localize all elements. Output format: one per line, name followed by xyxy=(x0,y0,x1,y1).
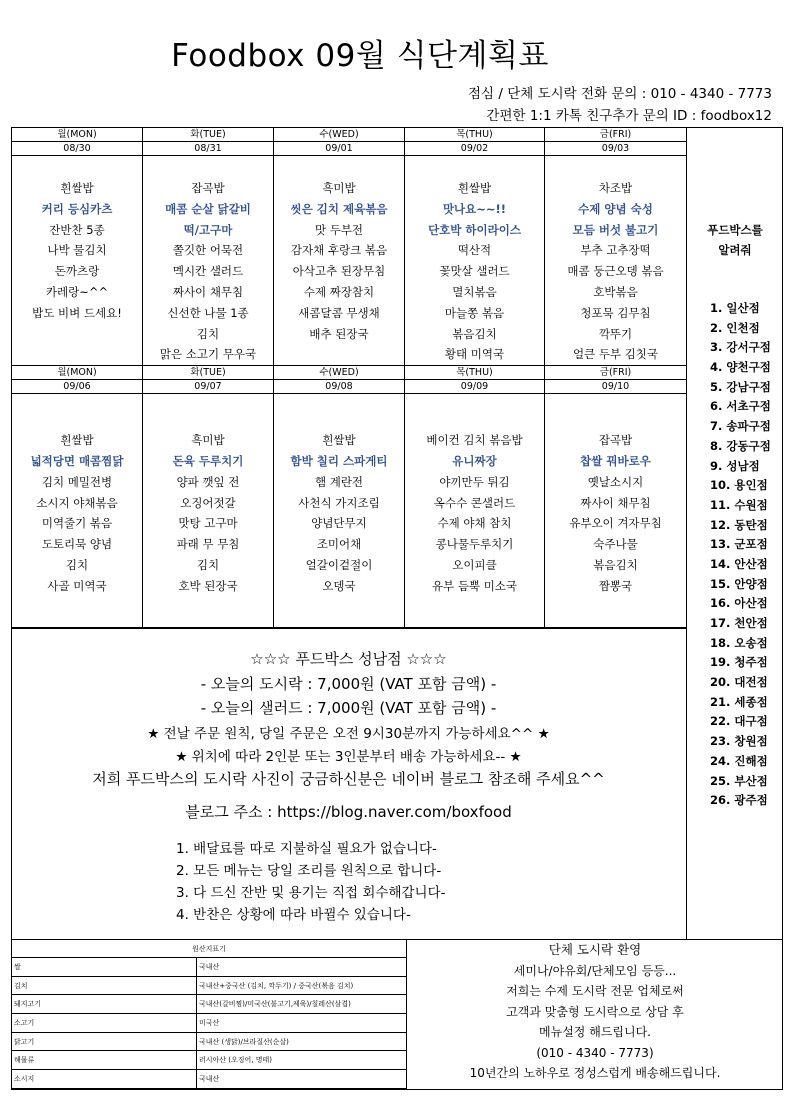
menu-item: 돈까츠랑 xyxy=(54,264,100,279)
day-header: 목(THU) xyxy=(405,128,545,142)
menu-item: 나박 물김치 xyxy=(47,243,107,258)
rule-item: 3. 다 드신 잔반 및 용기는 직접 회수해갑니다- xyxy=(176,885,446,901)
menu-item: 깍뚜기 xyxy=(598,326,633,341)
menu-item: 잡곡밥 xyxy=(598,433,633,448)
menu-cell xyxy=(143,156,274,366)
menu-item: 햄 계란전 xyxy=(314,474,364,489)
week2-menu-row xyxy=(12,394,687,628)
menu-cell xyxy=(143,394,274,628)
day-header: 목(THU) xyxy=(405,366,545,380)
day-header: 수(WED) xyxy=(274,128,405,142)
group-order-phone: (010 - 4340 - 7773) xyxy=(536,1045,654,1060)
date-cell: 09/10 xyxy=(545,380,687,394)
menu-item: 오징어젓갈 xyxy=(180,495,236,510)
origin-row xyxy=(12,1070,407,1089)
menu-item: 아삭고추 된장무침 xyxy=(292,264,386,279)
menu-item: 쫄깃한 어묵전 xyxy=(172,243,244,258)
week2-day-row xyxy=(12,366,687,380)
menu-item: 호박 된장국 xyxy=(178,578,238,593)
menu-item: 조미어채 xyxy=(316,537,362,552)
origin-row xyxy=(12,1051,407,1070)
origin-table xyxy=(11,939,407,1089)
origin-country: 미국산 xyxy=(197,1014,407,1033)
group-order-line: 세미나/야유회/단체모임 등등... xyxy=(513,963,677,978)
origin-row xyxy=(12,958,407,977)
week2-date-row xyxy=(12,380,687,394)
branch-item: 7. 송파구점 xyxy=(710,419,771,434)
main-dish: 매콤 순살 닭갈비 xyxy=(165,201,251,216)
menu-cell xyxy=(545,156,687,366)
menu-item: 오뎅국 xyxy=(322,578,356,593)
menu-item: 유부 듬뿍 미소국 xyxy=(431,578,518,593)
menu-item: 얼큰 두부 김칫국 xyxy=(572,347,659,362)
origin-item: 김치 xyxy=(12,976,197,995)
branch-item: 5. 강남구점 xyxy=(710,379,771,394)
menu-table xyxy=(11,127,687,628)
sidebar-title xyxy=(687,220,783,260)
menu-item: 카레랑~^^ xyxy=(45,284,109,299)
menu-cell xyxy=(12,394,143,628)
origin-country: 국내산 (생닭)/브라질산(순살) xyxy=(197,1032,407,1051)
date-cell: 09/09 xyxy=(405,380,545,394)
branch-item: 26. 광주점 xyxy=(710,793,768,808)
origin-title: 원산지표기 xyxy=(12,940,407,958)
group-order-line: 메뉴설정 해드립니다. xyxy=(539,1025,651,1039)
menu-item: 오이피클 xyxy=(452,557,497,572)
menu-item: 옛날소시지 xyxy=(587,474,644,489)
menu-item: 새콤달콤 무생채 xyxy=(298,305,380,320)
branch-item: 15. 안양점 xyxy=(710,576,768,591)
branch-item: 20. 대전점 xyxy=(710,675,768,690)
menu-cell xyxy=(12,156,143,366)
menu-item: 꽃맛살 샐러드 xyxy=(439,264,510,279)
menu-item: 멸치볶음 xyxy=(452,284,497,299)
branch-item: 11. 수원점 xyxy=(710,497,768,512)
menu-item: 잡곡밥 xyxy=(191,181,225,195)
origin-item: 쌀 xyxy=(12,958,197,977)
main-dish: 유니짜장 xyxy=(452,453,497,468)
origin-country: 러시아산 (오징어, 명태) xyxy=(197,1051,407,1070)
day-header: 월(MON) xyxy=(12,128,143,142)
main-dish: 함박 칠리 스파게티 xyxy=(290,453,388,468)
main-dish: 맛나요~~!! xyxy=(442,201,507,216)
branch-item: 24. 진해점 xyxy=(710,753,768,768)
menu-item: 야끼만두 튀김 xyxy=(439,474,510,489)
day-header: 화(TUE) xyxy=(143,366,274,380)
sidebar-title-line1: 푸드박스를 xyxy=(707,223,763,237)
main-dish: 단호박 하이라이스 xyxy=(428,222,521,237)
notice-section xyxy=(11,628,686,939)
branch-item: 2. 인천점 xyxy=(710,320,760,335)
menu-item: 수제 야채 참치 xyxy=(437,516,512,531)
menu-item: 흰쌀밥 xyxy=(457,181,492,195)
branch-item: 3. 강서구점 xyxy=(710,340,771,355)
branch-item: 22. 대구점 xyxy=(710,714,768,729)
menu-item: 사골 미역국 xyxy=(47,578,107,593)
branch-list xyxy=(687,299,783,811)
group-order-box xyxy=(406,939,783,1090)
branch-item: 25. 부산점 xyxy=(710,773,768,788)
group-order-title: 단체 도시락 환영 xyxy=(548,942,642,957)
menu-item: 신선한 나물 1종 xyxy=(167,305,249,320)
branch-item: 23. 창원점 xyxy=(710,734,768,749)
order-rule: ★ 전날 주문 원칙, 당일 주문은 오전 9시30분까지 가능하세요^^ ★ xyxy=(147,726,550,742)
menu-item: 콩나물두루치기 xyxy=(435,537,514,552)
origin-country: 국내산 xyxy=(197,1070,407,1089)
blog-notice: 저희 푸드박스의 도시락 사진이 궁금하신분은 네이버 블로그 참조해 주세요^^ xyxy=(92,770,605,788)
menu-item: 흰쌀밥 xyxy=(60,181,94,195)
menu-item: 호박볶음 xyxy=(593,284,638,299)
date-cell: 08/30 xyxy=(12,142,143,156)
origin-item: 소시지 xyxy=(12,1070,197,1089)
menu-item: 도토리묵 양념 xyxy=(41,537,113,552)
date-cell: 09/01 xyxy=(274,142,405,156)
menu-item: 볶음김치 xyxy=(593,557,638,572)
menu-item: 맑은 소고기 무우국 xyxy=(159,347,257,362)
date-cell: 09/03 xyxy=(545,142,687,156)
menu-item: 양념단무지 xyxy=(311,516,367,531)
contact-phone-line: 점심 / 단체 도시락 전화 문의 : 010 - 4340 - 7773 xyxy=(468,86,772,102)
origin-country: 국내산 xyxy=(197,958,407,977)
menu-item: 짜사이 채무침 xyxy=(172,284,244,299)
menu-item: 청포묵 김무침 xyxy=(580,305,651,320)
menu-cell xyxy=(405,156,545,366)
menu-cell xyxy=(545,394,687,628)
group-order-line: 고객과 맞춤형 도시락으로 상담 후 xyxy=(506,1004,684,1019)
main-dish: 찹쌀 꿔바로우 xyxy=(580,453,651,468)
branch-item: 18. 오송점 xyxy=(710,635,768,650)
menu-item: 짜사이 채무침 xyxy=(580,495,651,510)
lunchbox-price: - 오늘의 도시락 : 7,000원 (VAT 포함 금액) - xyxy=(200,675,497,693)
menu-cell xyxy=(274,394,405,628)
delivery-rule: ★ 위치에 따라 2인분 또는 3인분부터 배송 가능하세요-- ★ xyxy=(175,749,522,765)
week1-date-row xyxy=(12,142,687,156)
origin-item: 돼지고기 xyxy=(12,995,197,1014)
origin-country: 국내산+중국산 (김치, 깍두기) / 중국산(볶음 김치) xyxy=(197,976,407,995)
main-dish: 돈육 두루치기 xyxy=(172,453,244,468)
menu-item: 양파 깻잎 전 xyxy=(176,474,240,489)
rules-list xyxy=(176,838,446,926)
origin-item: 닭고기 xyxy=(12,1032,197,1051)
branch-item: 17. 천안점 xyxy=(710,616,768,630)
menu-item: 김치 메밀전병 xyxy=(41,474,113,489)
menu-item: 차조밥 xyxy=(598,181,633,195)
rule-item: 1. 배달료를 따로 지불하실 필요가 없습니다- xyxy=(176,841,437,857)
main-dish: 커리 등심카츠 xyxy=(41,201,113,216)
menu-item: 수제 짜장참치 xyxy=(303,284,375,299)
rule-item: 4. 반찬은 상황에 따라 바뀔수 있습니다- xyxy=(176,907,411,923)
date-cell: 09/02 xyxy=(405,142,545,156)
menu-item: 소시지 야채볶음 xyxy=(36,495,118,510)
branch-item: 14. 안산점 xyxy=(710,556,768,571)
origin-item: 소고기 xyxy=(12,1014,197,1033)
menu-item: 얼갈이겉절이 xyxy=(305,557,373,572)
origin-row xyxy=(12,1014,407,1033)
branch-item: 21. 세종점 xyxy=(710,694,768,709)
origin-row xyxy=(12,976,407,995)
week1-menu-row xyxy=(12,156,687,366)
branch-item: 8. 강동구점 xyxy=(710,438,771,453)
main-dish: 떡/고구마 xyxy=(183,222,233,237)
menu-item: 유부오이 겨자무침 xyxy=(569,516,662,531)
branch-item: 16. 아산점 xyxy=(710,596,768,611)
group-order-line: 저희는 수제 도시락 전문 업체로써 xyxy=(506,984,684,998)
menu-item: 부추 고추장떡 xyxy=(580,243,651,258)
origin-item: 해물류 xyxy=(12,1051,197,1070)
branch-item: 6. 서초구점 xyxy=(710,399,771,414)
menu-item: 흰쌀밥 xyxy=(60,433,94,448)
menu-item: 흑미밥 xyxy=(191,433,225,448)
branch-item: 4. 양천구점 xyxy=(710,360,771,375)
page-title: Foodbox 09월 식단계획표 xyxy=(171,38,549,74)
blog-address: 블로그 주소 : https://blog.naver.com/boxfood xyxy=(185,803,512,821)
menu-item: 흑미밥 xyxy=(322,181,356,195)
menu-item: 김치 xyxy=(196,326,220,341)
date-cell: 09/08 xyxy=(274,380,405,394)
day-header: 수(WED) xyxy=(274,366,405,380)
menu-item: 잔반찬 5종 xyxy=(49,222,105,237)
menu-item: 마늘쫑 볶음 xyxy=(444,305,505,320)
menu-item: 맛 두부전 xyxy=(314,222,364,237)
branch-item: 12. 동탄점 xyxy=(710,517,768,532)
menu-item: 황태 미역국 xyxy=(444,347,505,362)
menu-item: 볶음김치 xyxy=(452,326,497,341)
menu-item: 흰쌀밥 xyxy=(322,433,356,448)
menu-item: 파래 무 무침 xyxy=(176,537,240,552)
branch-item: 9. 성남점 xyxy=(710,458,760,473)
branch-item: 10. 용인점 xyxy=(710,478,768,493)
menu-item: 베이컨 김치 볶음밥 xyxy=(426,433,523,448)
origin-country: 국내산(갈비찜)/미국산(불고기,제육)/칠레산(삼겹) xyxy=(197,995,407,1014)
branch-item: 1. 일산점 xyxy=(710,301,760,315)
menu-item: 매콤 둥근오뎅 볶음 xyxy=(567,264,664,279)
menu-item: 밥도 비벼 드세요! xyxy=(32,305,122,320)
menu-item: 숙주나물 xyxy=(593,537,638,552)
main-dish: 수제 양념 숙성 xyxy=(578,201,653,216)
day-header: 금(FRI) xyxy=(545,128,687,142)
menu-item: 사천식 가지조림 xyxy=(298,495,380,510)
date-cell: 09/07 xyxy=(143,380,274,394)
menu-item: 배추 된장국 xyxy=(309,326,369,341)
main-dish: 씻은 김치 제육볶음 xyxy=(290,201,388,216)
branch-item: 13. 군포점 xyxy=(710,537,768,552)
day-header: 금(FRI) xyxy=(545,366,687,380)
menu-cell xyxy=(274,156,405,366)
group-order-line: 10년간의 노하우로 정성스럽게 배송해드립니다. xyxy=(469,1066,721,1080)
menu-item: 짬뽕국 xyxy=(598,578,633,593)
branch-sidebar xyxy=(686,127,783,939)
menu-cell xyxy=(405,394,545,628)
main-dish: 넓적당면 매콤찜닭 xyxy=(30,453,124,468)
date-cell: 08/31 xyxy=(143,142,274,156)
origin-row xyxy=(12,1032,407,1051)
menu-item: 맛탕 고구마 xyxy=(178,516,238,531)
sidebar-title-line2: 알려줘 xyxy=(718,243,752,257)
main-dish: 모듬 버섯 불고기 xyxy=(572,222,659,237)
rule-item: 2. 모든 메뉴는 당일 조리를 원칙으로 합니다- xyxy=(176,863,442,879)
menu-item: 멕시칸 샐러드 xyxy=(172,264,244,279)
week1-day-row xyxy=(12,128,687,142)
menu-item: 미역줄기 볶음 xyxy=(41,516,113,531)
day-header: 월(MON) xyxy=(12,366,143,380)
day-header: 화(TUE) xyxy=(143,128,274,142)
menu-item: 김치 xyxy=(65,557,89,572)
menu-item: 옥수수 콘샐러드 xyxy=(433,495,516,510)
date-cell: 09/06 xyxy=(12,380,143,394)
menu-item: 감자채 후랑크 볶음 xyxy=(290,243,388,258)
salad-price: - 오늘의 샐러드 : 7,000원 (VAT 포함 금액) - xyxy=(200,699,497,717)
origin-row xyxy=(12,995,407,1014)
menu-item: 떡산적 xyxy=(457,243,492,258)
branch-item: 19. 청주점 xyxy=(710,655,768,670)
kakao-id-line: 간편한 1:1 카톡 친구추가 문의 ID : foodbox12 xyxy=(486,108,772,124)
menu-item: 김치 xyxy=(196,557,220,572)
store-line: ☆☆☆ 푸드박스 성남점 ☆☆☆ xyxy=(250,650,447,668)
